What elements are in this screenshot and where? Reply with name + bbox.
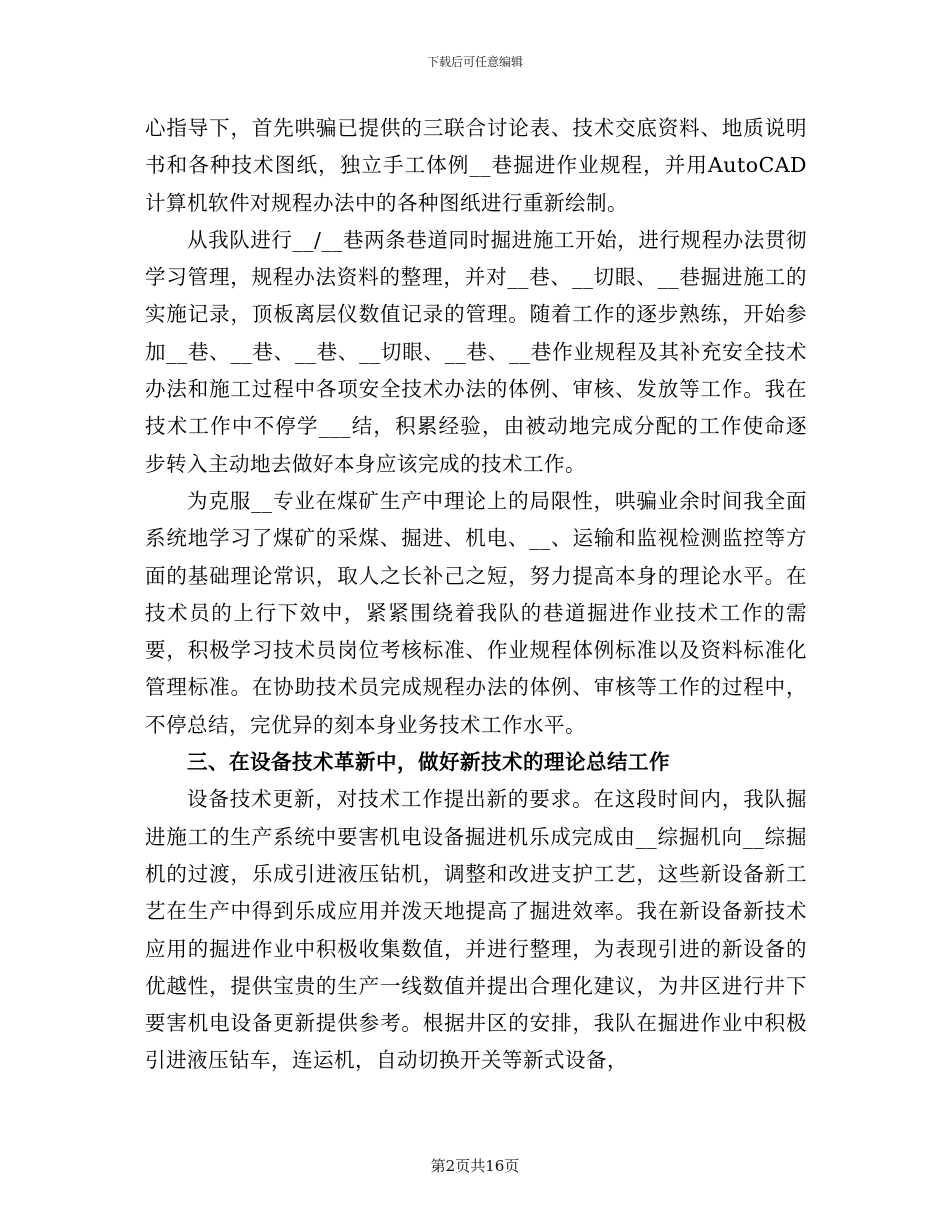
section-heading: 三、在设备技术革新中，做好新技术的理论总结工作: [187, 750, 670, 775]
document-body: [145, 110, 807, 1080]
page-footer: 第2页共16页: [430, 1157, 520, 1175]
paragraph-2: 从我队进行__/__巷两条巷道同时掘进施工开始，进行规程办法贯彻学习管理，规程办法资料的整理，并对__巷、__切眼、__巷掘进施工的实施记录，顶板离层仪数值记录的管理。随着工作的逐步熟练，开始参加__巷、__巷、__巷、__切眼、__巷、__巷作业规程及其补充安全技术办法和施工过程中各项安全技术办法的体例、审核、发放等工作。我在技术工作中不停学___结，积累经验，由被动地完成分配的工作使命逐步转入主动地去做好本身应该完成的技术工作。: [145, 227, 807, 476]
page-header: 下载后可任意编辑: [426, 55, 523, 69]
paragraph-1: 心指导下，首先哄骗已提供的三联合讨论表、技术交底资料、地质说明书和各种技术图纸，独立手工体例__巷掘进作业规程，并用AutoCAD计算机软件对规程办法中的各种图纸进行重新绘制。: [145, 116, 807, 215]
paragraph-3: 为克服__专业在煤矿生产中理论上的局限性，哄骗业余时间我全面系统地学习了煤矿的采煤、掘进、机电、__、运输和监视检测监控等方面的基础理论常识，取人之长补己之短，努力提高本身的理论水平。在技术员的上行下效中，紧紧围绕着我队的巷道掘进作业技术工作的需要，积极学习技术员岗位考核标准、作业规程体例标准以及资料标准化管理标准。在协助技术员完成规程办法的体例、审核等工作的过程中，不停总结，完优异的刻本身业务技术工作水平。: [145, 488, 807, 737]
paragraph-4: 设备技术更新，对技术工作提出新的要求。在这段时间内，我队掘进施工的生产系统中要害机电设备掘进机乐成完成由__综掘机向__综掘机的过渡，乐成引进液压钻机，调整和改进支护工艺，这些新设备新工艺在生产中得到乐成应用并泼天地提高了掘进效率。我在新设备新技术应用的掘进作业中积极收集数值，并进行整理，为表现引进的新设备的优越性，提供宝贵的生产一线数值并提出合理化建议，为井区进行井下要害机电设备更新提供参考。根据井区的安排，我队在掘进作业中积极引进液压钻车，连运机，自动切换开关等新式设备，: [145, 787, 807, 1073]
